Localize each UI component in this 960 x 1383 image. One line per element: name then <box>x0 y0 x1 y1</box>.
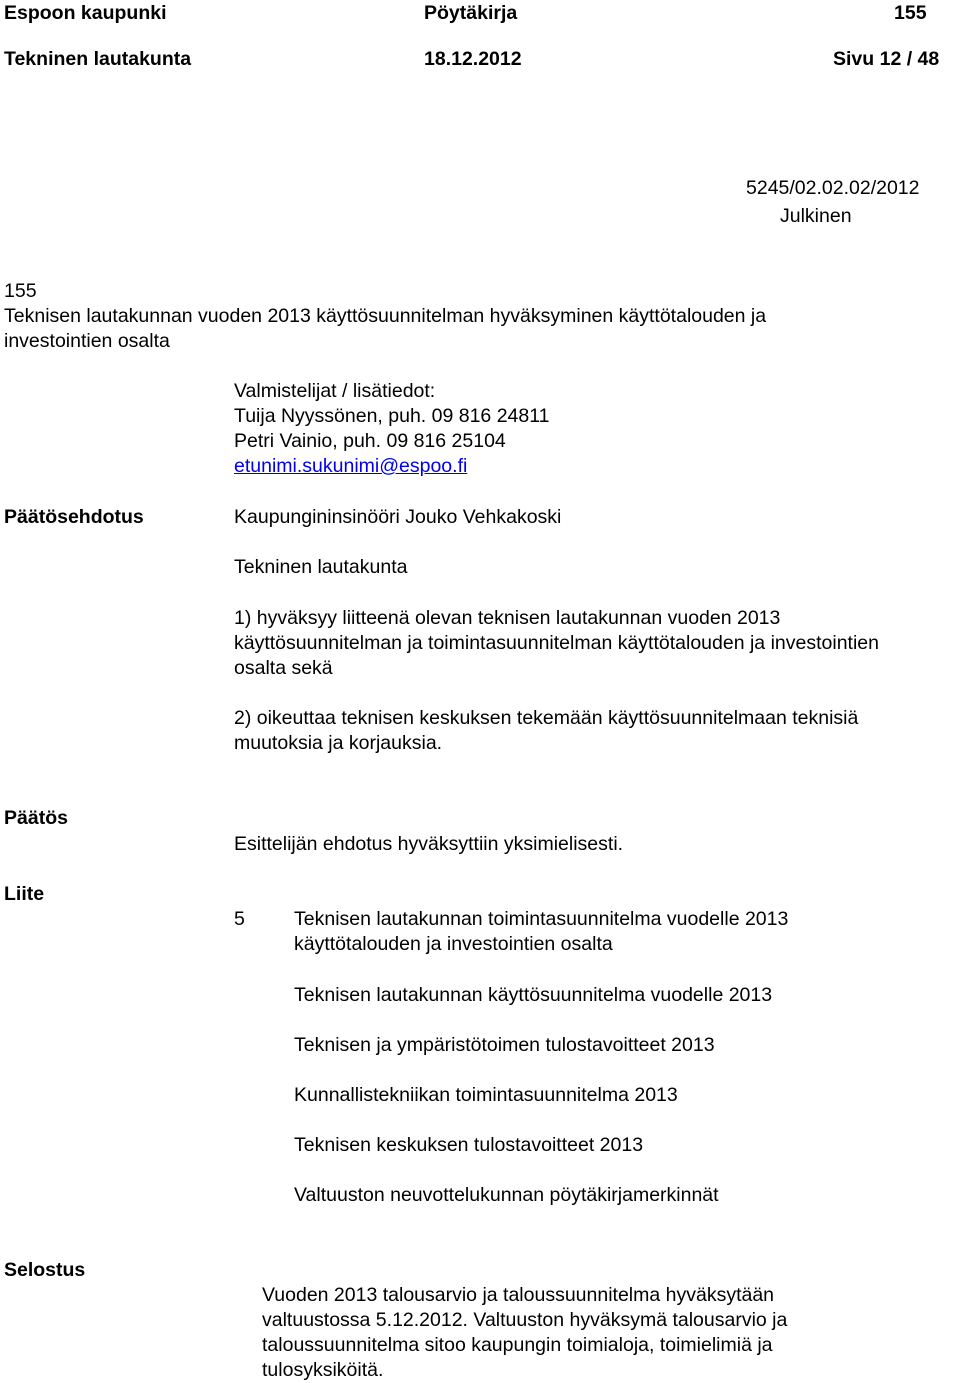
item-title-line2: investointien osalta <box>4 330 170 352</box>
explanation-line4: tulosyksiköitä. <box>262 1359 384 1381</box>
explanation-label: Selostus <box>4 1259 86 1281</box>
preparer-1: Tuija Nyyssönen, puh. 09 816 24811 <box>234 405 550 427</box>
item-number: 155 <box>4 280 37 302</box>
attachment-item: Teknisen lautakunnan toimintasuunnitelma vuodelle 2013 <box>294 908 789 930</box>
proposal-point1-line3: osalta sekä <box>234 657 333 679</box>
attachment-item: Kunnallistekniikan toimintasuunnitelma 2013 <box>294 1084 678 1106</box>
explanation-line1: Vuoden 2013 talousarvio ja taloussuunnitelma hyväksytään <box>262 1284 775 1306</box>
attachment-item: Valtuuston neuvottelukunnan pöytäkirjamerkinnät <box>294 1184 719 1206</box>
proposer: Kaupungininsinööri Jouko Vehkakoski <box>234 506 562 528</box>
committee-name: Tekninen lautakunta <box>4 48 192 70</box>
decision-label: Päätös <box>4 807 68 829</box>
attachment-item: Teknisen keskuksen tulostavoitteet 2013 <box>294 1134 644 1156</box>
preparers-label: Valmistelijat / lisätiedot: <box>234 380 436 402</box>
explanation-line2: valtuustossa 5.12.2012. Valtuuston hyväksymä talousarvio ja <box>262 1309 788 1331</box>
publicity-status: Julkinen <box>780 205 852 227</box>
attachment-number: 5 <box>234 908 245 930</box>
proposal-point1-line2: käyttösuunnitelman ja toimintasuunnitelman käyttötalouden ja investointien <box>234 632 879 654</box>
case-number: 5245/02.02.02/2012 <box>746 177 920 199</box>
attachment-item: Teknisen ja ympäristötoimen tulostavoitteet 2013 <box>294 1034 715 1056</box>
doc-type: Pöytäkirja <box>424 2 518 24</box>
section-number: 155 <box>894 2 927 24</box>
proposal-body: Tekninen lautakunta <box>234 556 408 578</box>
org-name: Espoon kaupunki <box>4 2 167 24</box>
proposal-label: Päätösehdotus <box>4 506 144 528</box>
email-link[interactable]: etunimi.sukunimi@espoo.fi <box>234 455 468 477</box>
proposal-point1-line1: 1) hyväksyy liitteenä olevan teknisen lautakunnan vuoden 2013 <box>234 607 781 629</box>
explanation-line3: taloussuunnitelma sitoo kaupungin toimialoja, toimielimiä ja <box>262 1334 773 1356</box>
decision-text: Esittelijän ehdotus hyväksyttiin yksimielisesti. <box>234 833 624 855</box>
preparer-2: Petri Vainio, puh. 09 816 25104 <box>234 430 506 452</box>
item-title-line1: Teknisen lautakunnan vuoden 2013 käyttösuunnitelman hyväksyminen käyttötalouden ja <box>4 305 767 327</box>
proposal-point2-line1: 2) oikeuttaa teknisen keskuksen tekemään käyttösuunnitelmaan teknisiä <box>234 707 859 729</box>
attachment-item: käyttötalouden ja investointien osalta <box>294 933 613 955</box>
meeting-date: 18.12.2012 <box>424 48 522 70</box>
proposal-point2-line2: muutoksia ja korjauksia. <box>234 732 443 754</box>
page-number: Sivu 12 / 48 <box>833 48 940 70</box>
attachment-label: Liite <box>4 883 45 905</box>
attachment-item: Teknisen lautakunnan käyttösuunnitelma vuodelle 2013 <box>294 984 773 1006</box>
